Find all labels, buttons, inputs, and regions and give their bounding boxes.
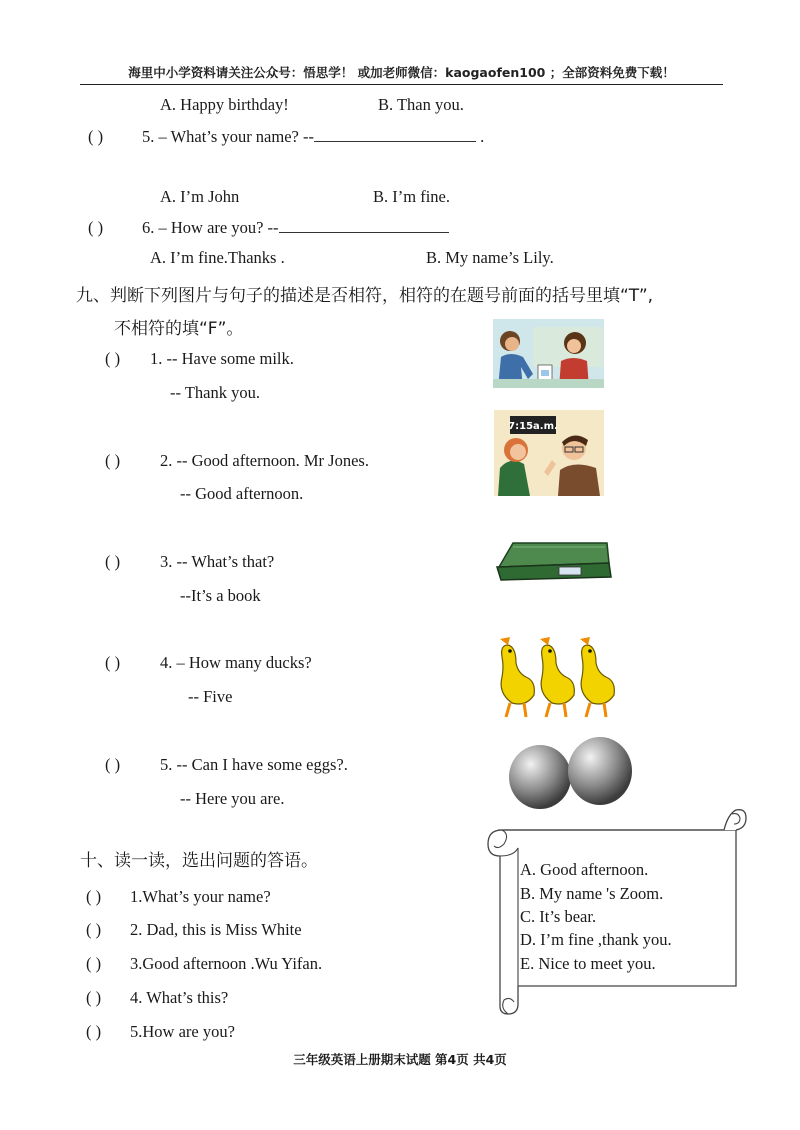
q5-answer-blank[interactable] xyxy=(314,127,476,142)
option-d: D. I’m fine ,thank you. xyxy=(520,930,672,949)
option-e: E. Nice to meet you. xyxy=(520,954,656,973)
greeting-picture xyxy=(494,410,604,496)
q5-question: 5. – What’s your name? -- xyxy=(142,127,314,146)
q5-option-b: B. I’m fine. xyxy=(373,187,450,206)
milk-picture xyxy=(493,319,604,388)
s10-q5: 5.How are you? xyxy=(130,1022,235,1041)
q5-paren[interactable]: ( ) xyxy=(88,127,104,146)
q4-option-b: B. Than you. xyxy=(378,95,464,114)
s9-q5-paren[interactable]: ( ) xyxy=(105,755,121,774)
s10-q3: 3.Good afternoon .Wu Yifan. xyxy=(130,954,323,973)
q5-tail: . xyxy=(480,127,485,146)
header-rule xyxy=(80,84,723,85)
duck-icon xyxy=(540,637,574,717)
page-footer: 三年级英语上册期末试题 第4页 共4页 xyxy=(293,1052,507,1067)
option-b: B. My name 's Zoom. xyxy=(520,884,664,903)
s9-q5-answer: -- Here you are. xyxy=(180,789,285,808)
s10-q5-paren[interactable]: ( ) xyxy=(86,1022,102,1041)
s9-q2-paren[interactable]: ( ) xyxy=(105,451,121,470)
q6-paren[interactable]: ( ) xyxy=(88,218,104,237)
duck-icon xyxy=(500,637,534,717)
q4-option-a: A. Happy birthday! xyxy=(160,95,289,114)
page-header: 海里中小学资料请关注公众号：悟思学！ 或加老师微信：kaogaofen100 ；全部资料免费下载！ xyxy=(128,65,675,80)
s10-q2: 2. Dad, this is Miss White xyxy=(130,920,302,939)
s9-q3-question: 3. -- What’s that? xyxy=(160,552,275,571)
s9-q1-question: 1. -- Have some milk. xyxy=(150,349,294,368)
q6-text xyxy=(142,218,449,238)
s10-q1-paren[interactable]: ( ) xyxy=(86,887,102,906)
clock-text: 7:15a.m. xyxy=(508,421,558,432)
q6-answer-blank[interactable] xyxy=(279,218,449,233)
s10-q4: 4. What’s this? xyxy=(130,988,229,1007)
option-c: C. It’s bear. xyxy=(520,907,597,926)
s10-q3-paren[interactable]: ( ) xyxy=(86,954,102,973)
s9-q5-question: 5. -- Can I have some eggs?. xyxy=(160,755,348,774)
section9-title: 九、判断下列图片与句子的描述是否相符，相符的在题号前面的括号里填“T”, xyxy=(76,286,654,306)
q5-text xyxy=(142,127,484,147)
s9-q2-question: 2. -- Good afternoon. Mr Jones. xyxy=(160,451,369,470)
duck-icon xyxy=(580,637,614,717)
s9-q3-paren[interactable]: ( ) xyxy=(105,552,121,571)
q6-option-b: B. My name’s Lily. xyxy=(426,248,554,267)
s9-q1-paren[interactable]: ( ) xyxy=(105,349,121,368)
q5-option-a: A. I’m John xyxy=(160,187,240,206)
option-a: A. Good afternoon. xyxy=(520,860,649,879)
s9-q4-answer: -- Five xyxy=(188,687,233,706)
s9-q2-answer: -- Good afternoon. xyxy=(180,484,304,503)
section10-title: 十、读一读，选出问题的答语。 xyxy=(80,851,318,871)
s9-q4-question: 4. – How many ducks? xyxy=(160,653,312,672)
options-scroll xyxy=(474,800,752,1018)
q6-question: 6. – How are you? -- xyxy=(142,218,279,237)
book-picture xyxy=(495,537,614,582)
ducks-picture xyxy=(496,633,616,719)
s9-q1-answer: -- Thank you. xyxy=(170,383,260,402)
s9-q4-paren[interactable]: ( ) xyxy=(105,653,121,672)
s10-q1: 1.What’s your name? xyxy=(130,887,271,906)
s10-q2-paren[interactable]: ( ) xyxy=(86,920,102,939)
q6-option-a: A. I’m fine.Thanks . xyxy=(150,248,285,267)
section9-title-line2: 不相符的填“F”。 xyxy=(114,319,244,339)
s10-q4-paren[interactable]: ( ) xyxy=(86,988,102,1007)
s9-q3-answer: --It’s a book xyxy=(180,586,261,605)
